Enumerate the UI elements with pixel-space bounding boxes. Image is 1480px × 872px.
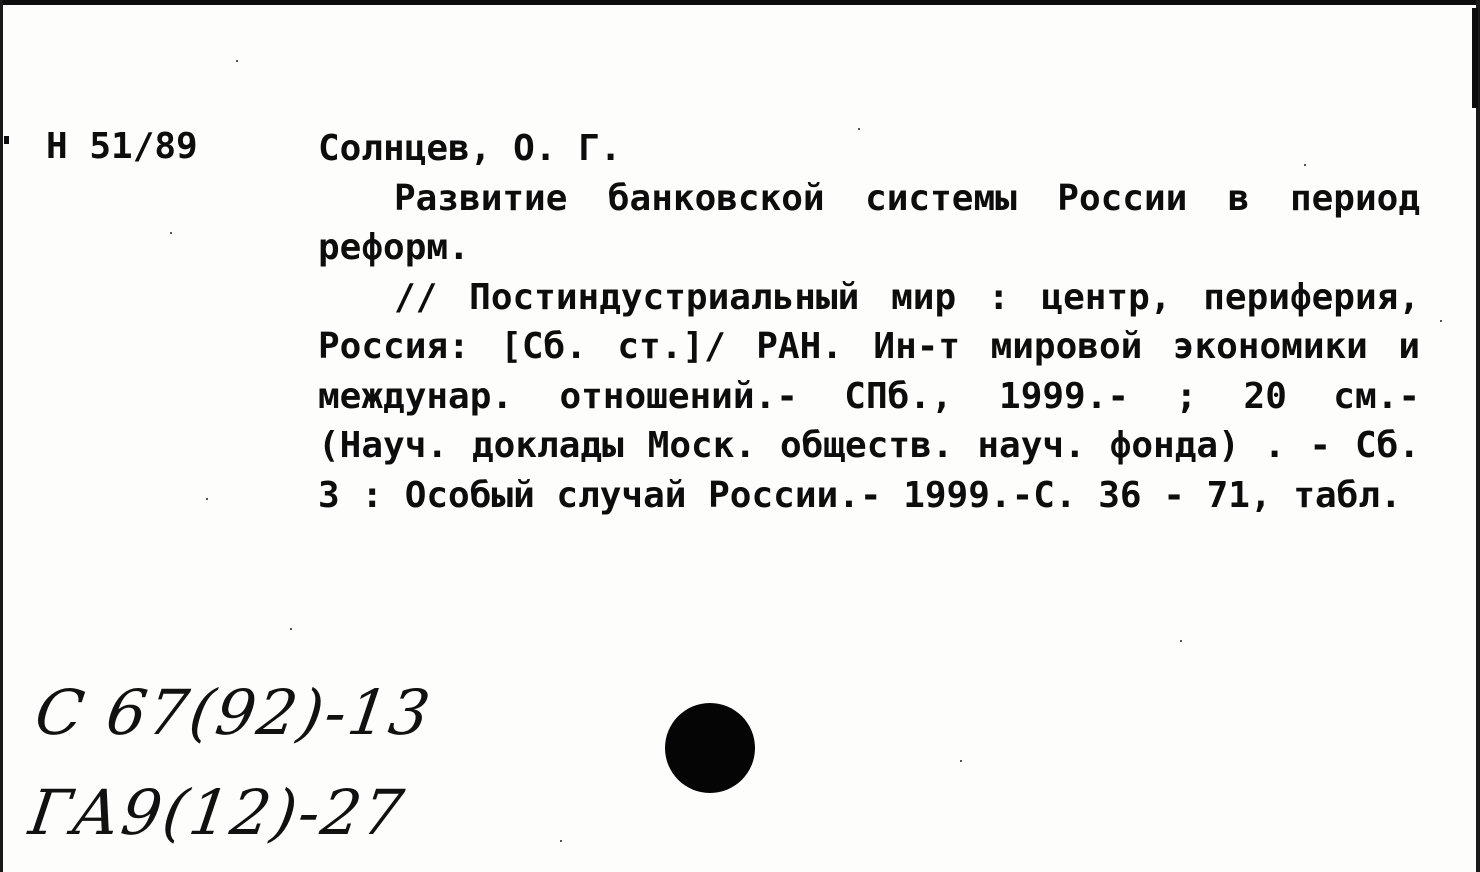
- punch-hole: [665, 703, 755, 793]
- scan-speck: [170, 232, 172, 234]
- source-statement: // Постиндустриальный мир : центр, периферия, Россия: [Сб. ст.]/ РАН. Ин-т мировой экономики и междунар. отношений.- СПб., 1999.- ; 20 см.- (Науч. доклады Моск. обществ. науч. фонда) . - Сб. 3 : Особый случай России.- 1999.-С. 36 - 71, табл.: [318, 276, 1420, 516]
- title-statement: Развитие банковской системы России в период реформ.: [318, 177, 1420, 268]
- scan-speck: [1180, 640, 1182, 642]
- margin-mark: [4, 136, 9, 144]
- scan-speck: [1440, 320, 1442, 322]
- scan-edge-top: [0, 0, 1480, 5]
- scan-edge-right-mark: [1472, 8, 1478, 108]
- scan-speck: [560, 840, 562, 842]
- scan-speck: [1304, 164, 1306, 166]
- scan-speck: [290, 628, 292, 630]
- author-heading: Солнцев, О. Г.: [318, 128, 622, 169]
- scan-speck: [236, 60, 238, 62]
- scan-speck: [858, 128, 860, 130]
- scan-speck: [206, 498, 208, 500]
- scan-edge-left: [0, 0, 3, 872]
- call-number: Н 51/89: [46, 126, 198, 167]
- scan-edge-right: [1476, 0, 1480, 872]
- catalog-entry: [318, 124, 1420, 520]
- scan-speck: [960, 760, 962, 762]
- handwritten-shelf-mark-2: ГА9(12)-27: [24, 776, 410, 849]
- handwritten-shelf-mark-1: С 67(92)-13: [30, 676, 437, 749]
